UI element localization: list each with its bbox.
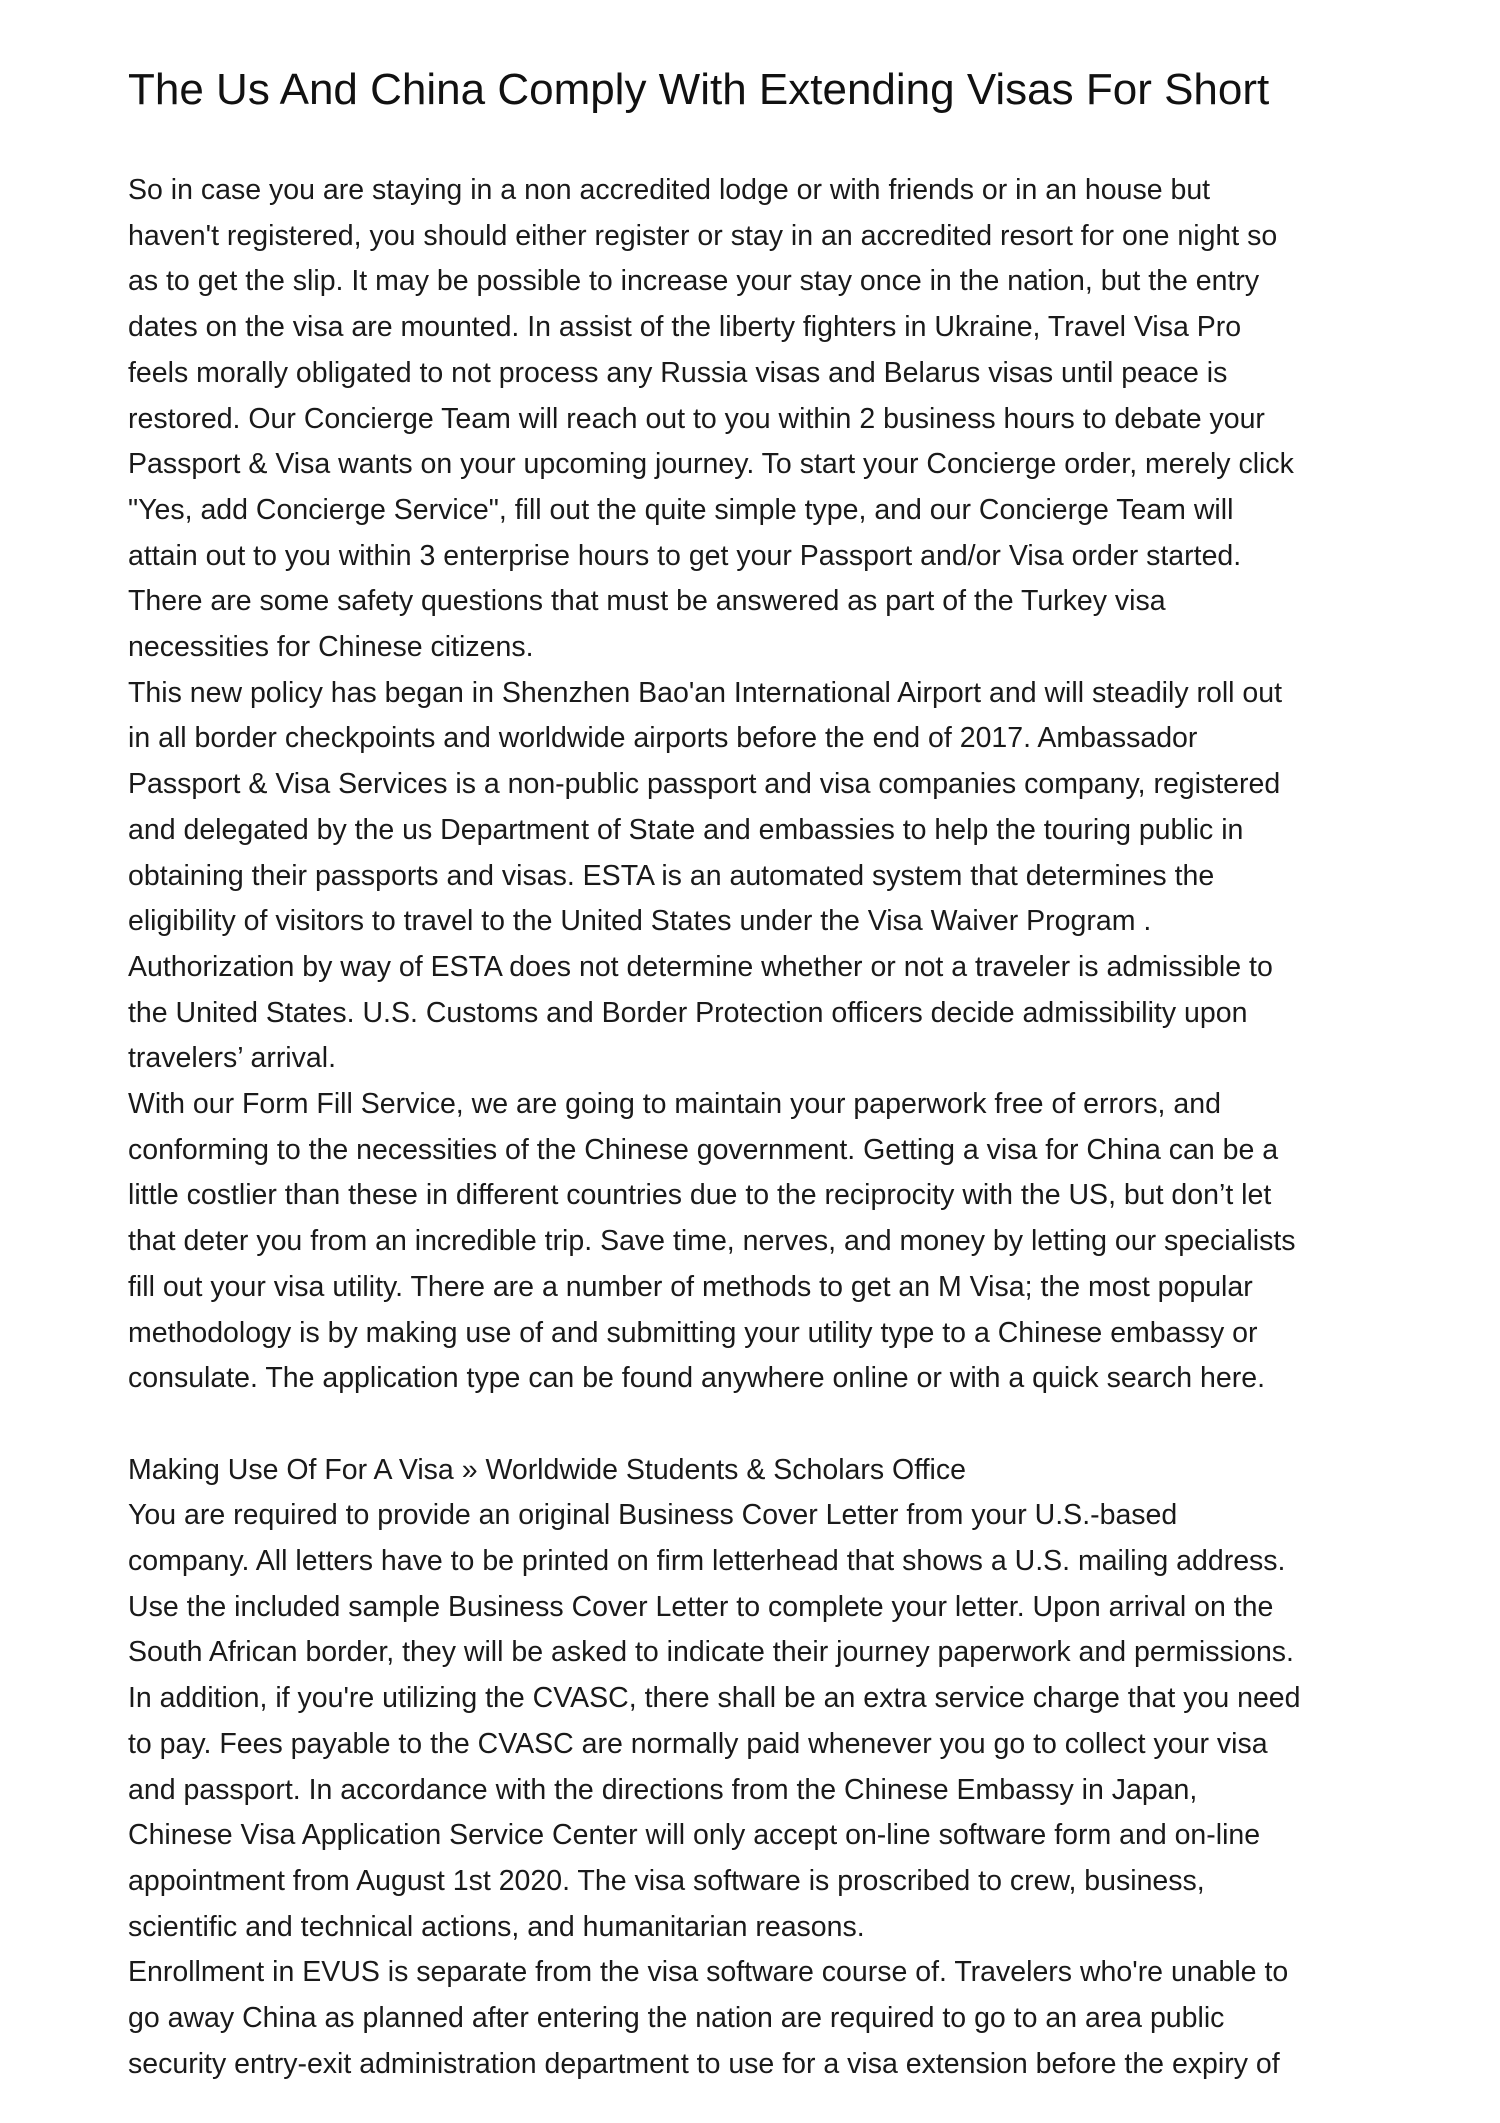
text-line: There are some safety questions that must be answered as part of the Turkey visa	[128, 585, 1166, 618]
text-line: Enrollment in EVUS is separate from the visa software course of. Travelers who're unable to	[128, 1956, 1289, 1989]
paragraph-1	[128, 168, 1398, 671]
text-line: travelers’ arrival.	[128, 1042, 336, 1075]
text-line: South African border, they will be asked to indicate their journey paperwork and permissions.	[128, 1636, 1294, 1669]
text-line: haven't registered, you should either register or stay in an accredited resort for one night so	[128, 219, 1278, 252]
subheading-line: Making Use Of For A Visa » Worldwide Students & Scholars Office	[128, 1453, 966, 1486]
paragraph-5	[128, 1950, 1398, 2087]
paragraph-3	[128, 1082, 1398, 1402]
text-line: that deter you from an incredible trip. Save time, nerves, and money by letting our specialists	[128, 1225, 1296, 1258]
paragraph-2	[128, 671, 1398, 1082]
paragraph-4	[128, 1493, 1398, 1950]
text-line: go away China as planned after entering the nation are required to go to an area public	[128, 2002, 1225, 2035]
page-title: The Us And China Comply With Extending Visas For Short	[128, 65, 1270, 114]
text-line: as to get the slip. It may be possible to increase your stay once in the nation, but the entry	[128, 265, 1260, 298]
text-line: feels morally obligated to not process any Russia visas and Belarus visas until peace is	[128, 356, 1228, 389]
text-line: methodology is by making use of and submitting your utility type to a Chinese embassy or	[128, 1316, 1258, 1349]
text-line: necessities for Chinese citizens.	[128, 631, 534, 664]
text-line: Authorization by way of ESTA does not determine whether or not a traveler is admissible to	[128, 950, 1273, 983]
text-line: Use the included sample Business Cover Letter to complete your letter. Upon arrival on the	[128, 1590, 1274, 1623]
text-line: "Yes, add Concierge Service", fill out the quite simple type, and our Concierge Team will	[128, 493, 1234, 526]
text-line: This new policy has began in Shenzhen Bao'an International Airport and will steadily roll out	[128, 676, 1283, 709]
text-line: You are required to provide an original Business Cover Letter from your U.S.-based	[128, 1499, 1178, 1532]
text-line: Passport & Visa wants on your upcoming journey. To start your Concierge order, merely click	[128, 448, 1294, 481]
text-line: Passport & Visa Services is a non-public passport and visa companies company, registered	[128, 768, 1281, 801]
text-line: appointment from August 1st 2020. The visa software is proscribed to crew, business,	[128, 1865, 1205, 1897]
text-line: consulate. The application type can be found anywhere online or with a quick search here.	[128, 1362, 1266, 1395]
text-line: obtaining their passports and visas. ESTA is an automated system that determines the	[128, 859, 1215, 892]
text-line: With our Form Fill Service, we are going to maintain your paperwork free of errors, and	[128, 1088, 1221, 1121]
text-line: scientific and technical actions, and humanitarian reasons.	[128, 1910, 865, 1943]
text-line: and delegated by the us Department of State and embassies to help the touring public in	[128, 813, 1244, 846]
text-line: dates on the visa are mounted. In assist of the liberty fighters in Ukraine, Travel Visa Pro	[128, 311, 1242, 344]
text-line: the United States. U.S. Customs and Border Protection officers decide admissibility upon	[128, 996, 1248, 1029]
text-line: to pay. Fees payable to the CVASC are normally paid whenever you go to collect your visa	[128, 1727, 1268, 1760]
text-line: little costlier than these in different countries due to the reciprocity with the US, but don’t let	[128, 1179, 1272, 1212]
text-line: security entry-exit administration department to use for a visa extension before the expiry of	[128, 2047, 1280, 2080]
paragraph-spacer	[128, 1402, 1398, 1448]
text-line: Chinese Visa Application Service Center will only accept on-line software form and on-line	[128, 1819, 1261, 1852]
text-line: So in case you are staying in a non accredited lodge or with friends or in an house but	[128, 174, 1211, 206]
text-line: conforming to the necessities of the Chinese government. Getting a visa for China can be a	[128, 1133, 1279, 1166]
text-line: attain out to you within 3 enterprise hours to get your Passport and/or Visa order started.	[128, 539, 1242, 572]
text-line: restored. Our Concierge Team will reach out to you within 2 business hours to debate your	[128, 402, 1265, 435]
document-body	[128, 168, 1398, 2088]
text-line: in all border checkpoints and worldwide airports before the end of 2017. Ambassador	[128, 722, 1198, 755]
text-line: eligibility of visitors to travel to the United States under the Visa Waiver Program .	[128, 905, 1152, 938]
text-line: company. All letters have to be printed on firm letterhead that shows a U.S. mailing address.	[128, 1545, 1286, 1578]
text-line: fill out your visa utility. There are a number of methods to get an M Visa; the most popular	[128, 1270, 1253, 1303]
section-heading	[128, 1448, 1398, 1494]
text-line: In addition, if you're utilizing the CVASC, there shall be an extra service charge that you need	[128, 1682, 1301, 1715]
text-line: and passport. In accordance with the directions from the Chinese Embassy in Japan,	[128, 1773, 1198, 1806]
